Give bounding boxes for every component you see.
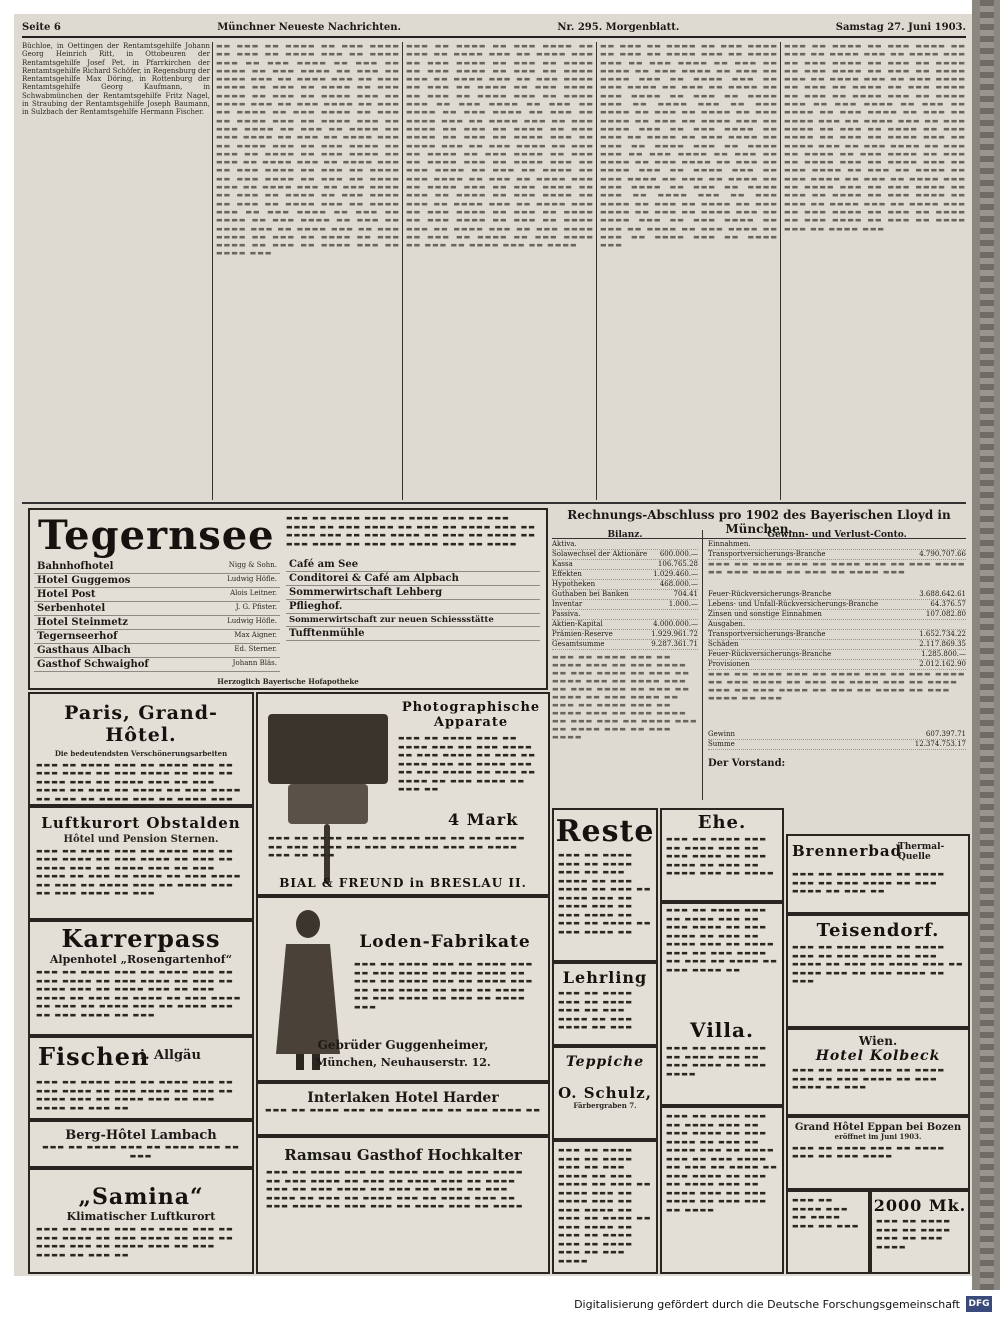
fischen-region: i. Allgäu	[140, 1048, 201, 1063]
column-divider	[402, 42, 403, 500]
article-column: Büchloe, in Oettingen der Rentamtsgehilfe Johann Georg Heinrich Ritt, in Ottobeuren der Rentamtsgehilfe Josef Pet, in Pfarrkirchen der Rentamtsgehilfe Richard Schöfer, in Regensburg der Rentamtsgehilfe Max Döring, in Rottenburg der Rentamtsgehilfe Georg Kaufmann, in Schwabmünchen der Rentamtsgehilfe Fritz Nagel, in Straubing der Rentamtsgehilfe Joseph Baumann, in Sulzbach der Rentamtsgehilfe Hermann Fischer.	[22, 42, 211, 117]
teppiche-title: Teppiche	[565, 1054, 645, 1070]
guggenheimer-ad: Loden-Fabrikate ▬▬▬ ▬▬ ▬▬▬▬ ▬▬▬ ▬▬ ▬▬▬▬ ▬▬▬ ▬▬ ▬▬▬ ▬▬▬▬ ▬▬ ▬▬▬ ▬▬▬▬ ▬▬ ▬▬▬ ▬▬ ▬▬▬▬ ▬▬▬ ▬▬ ▬▬▬▬ ▬▬▬ ▬▬ ▬▬▬ ▬▬▬▬ ▬▬ ▬▬▬ ▬▬ ▬▬▬▬ ▬▬ ▬▬▬ ▬▬▬▬ ▬▬ ▬▬▬ ▬▬ ▬▬▬▬ ▬▬▬ Gebrüder Guggenheimer, München, Neuhauserstr. 12.	[256, 896, 550, 1082]
profit-loss-heading: Gewinn- und Verlust-Conto.	[767, 530, 907, 540]
tegernsee-ad	[28, 508, 548, 690]
column-divider	[780, 42, 781, 500]
tegernsee-title: Tegernsee	[38, 512, 275, 559]
camera-brand: BIAL & FREUND in BRESLAU II.	[279, 876, 527, 890]
venue-row: Sommerwirtschaft Lehberg	[286, 586, 540, 600]
profit-loss-row: Transportversicherungs-Branche 1.652.734.22	[708, 630, 966, 638]
profit-loss-row: Feuer-Rückversicherungs-Branche 3.688.642.61	[708, 590, 966, 598]
kolbeck-title: Hotel Kolbeck	[815, 1048, 941, 1064]
brennerbad-subtitle: Thermal-Quelle	[898, 842, 945, 862]
dfg-logo: DFG	[966, 1296, 992, 1312]
venue-row: Tufftenmühle	[286, 627, 540, 641]
paris-subtitle: Die bedeutendsten Verschönerungsarbeiten	[54, 749, 228, 758]
samina-title: „Samina“	[78, 1184, 204, 1210]
hotel-row: Gasthof Schwaighof Johann Bläs.	[34, 658, 280, 672]
balance-row: Solawechsel der Aktionäre 600.000.—	[552, 550, 698, 558]
balance-row: Inventar 1.000.—	[552, 600, 698, 608]
eppan-title: Grand Hôtel Eppan bei Bozen	[794, 1122, 962, 1133]
issue-number: Nr. 295. Morgenblatt.	[557, 21, 680, 33]
brennerbad-ad: Brennerbad Thermal-Quelle ▬▬▬ ▬▬ ▬▬▬▬ ▬▬▬ ▬▬ ▬▬▬▬ ▬▬▬ ▬▬ ▬▬▬ ▬▬▬▬ ▬▬ ▬▬▬ ▬▬▬▬ ▬▬ ▬▬▬ ▬▬	[786, 834, 970, 914]
guggenheimer-address: München, Neuhauserstr. 12.	[315, 1056, 491, 1069]
misc-ad: ▬▬▬ ▬▬ ▬▬▬▬ ▬▬▬ ▬▬ ▬▬▬▬ ▬▬▬ ▬▬ ▬▬▬ ▬▬▬▬ ▬▬ ▬▬▬ ▬▬▬▬ ▬▬ ▬▬▬ ▬▬ ▬▬▬▬ ▬▬▬ ▬▬ ▬▬▬▬ ▬▬▬ ▬▬ ▬▬▬ ▬▬▬▬ ▬▬ ▬▬▬ ▬▬ ▬▬▬▬ ▬▬ ▬▬▬ ▬▬▬▬ ▬▬ ▬▬▬ ▬▬ ▬▬▬▬ ▬▬▬ ▬▬ ▬▬▬▬ ▬▬▬ ▬▬ ▬▬▬ ▬▬▬▬ ▬▬ ▬▬▬ ▬▬▬ ▬▬ ▬▬▬▬	[660, 1106, 784, 1274]
balance-row: Prämien-Reserve 1.929.961.72	[552, 630, 698, 638]
column-divider	[596, 42, 597, 500]
schulz-ad	[552, 1046, 658, 1140]
brennerbad-title: Brennerbad	[792, 842, 903, 860]
samina-ad: „Samina“ Klimatischer Luftkurort ▬▬▬ ▬▬ ▬▬▬▬ ▬▬▬ ▬▬ ▬▬▬▬ ▬▬▬ ▬▬ ▬▬▬ ▬▬▬▬ ▬▬ ▬▬▬ ▬▬▬▬ ▬▬ ▬▬▬ ▬▬ ▬▬▬▬ ▬▬▬ ▬▬ ▬▬▬▬ ▬▬▬ ▬▬ ▬▬▬ ▬▬▬▬ ▬▬ ▬▬▬ ▬▬	[28, 1168, 254, 1274]
ehe-ad: Ehe. ▬▬▬ ▬▬ ▬▬▬▬ ▬▬▬ ▬▬ ▬▬▬▬ ▬▬▬ ▬▬ ▬▬▬ ▬▬▬▬ ▬▬ ▬▬▬ ▬▬▬▬ ▬▬ ▬▬▬ ▬▬ ▬▬▬▬ ▬▬▬ ▬▬ ▬▬▬▬	[660, 808, 784, 902]
ehe-title: Ehe.	[697, 812, 747, 833]
harder-ad: Interlaken Hotel Harder ▬▬▬ ▬▬ ▬▬▬▬ ▬▬▬ ▬▬ ▬▬▬▬ ▬▬▬ ▬▬ ▬▬▬ ▬▬▬▬ ▬▬	[256, 1082, 550, 1136]
profit-loss-row: Schäden 2.117.869.35	[708, 640, 966, 648]
kolbeck-ad: Wien. Hotel Kolbeck ▬▬▬ ▬▬ ▬▬▬▬ ▬▬▬ ▬▬ ▬▬▬▬ ▬▬▬ ▬▬ ▬▬▬ ▬▬▬▬ ▬▬ ▬▬▬ ▬▬▬▬ ▬▬ ▬▬▬	[786, 1028, 970, 1116]
teisendorf-ad: Teisendorf. ▬▬▬ ▬▬ ▬▬▬▬ ▬▬▬ ▬▬ ▬▬▬▬ ▬▬▬ ▬▬ ▬▬▬ ▬▬▬▬ ▬▬ ▬▬▬ ▬▬▬▬ ▬▬ ▬▬▬ ▬▬ ▬▬▬▬ ▬▬▬ ▬▬ ▬▬▬▬ ▬▬▬ ▬▬ ▬▬▬ ▬▬▬▬ ▬▬ ▬▬▬	[786, 914, 970, 1028]
ramsau-ad: Ramsau Gasthof Hochkalter ▬▬▬ ▬▬ ▬▬▬▬ ▬▬▬ ▬▬ ▬▬▬▬ ▬▬▬ ▬▬ ▬▬▬ ▬▬▬▬ ▬▬ ▬▬▬ ▬▬▬▬ ▬▬ ▬▬▬ ▬▬ ▬▬▬▬ ▬▬▬ ▬▬ ▬▬▬▬ ▬▬▬ ▬▬ ▬▬▬ ▬▬▬▬ ▬▬ ▬▬▬ ▬▬ ▬▬▬▬ ▬▬ ▬▬▬ ▬▬▬▬ ▬▬ ▬▬▬ ▬▬ ▬▬▬▬ ▬▬▬ ▬▬ ▬▬▬▬ ▬▬▬ ▬▬ ▬▬▬ ▬▬▬▬ ▬▬ ▬▬▬ ▬▬▬ ▬▬ ▬▬▬▬ ▬▬▬ ▬▬ ▬▬▬▬	[256, 1136, 550, 1274]
lambach-title: Berg-Hôtel Lambach	[65, 1128, 217, 1143]
camera-label: Photographische Apparate	[401, 700, 541, 730]
article-column: ▬▬ ▬▬▬ ▬▬ ▬▬▬▬ ▬▬ ▬▬▬ ▬▬▬▬ ▬▬ ▬▬▬ ▬▬ ▬▬▬▬ ▬▬▬ ▬▬ ▬▬▬▬ ▬▬▬ ▬▬ ▬▬▬ ▬▬▬▬ ▬▬ ▬▬▬ ▬▬ ▬▬▬▬ ▬▬ ▬▬▬ ▬▬▬▬ ▬▬ ▬▬▬ ▬▬ ▬▬▬▬ ▬▬▬ ▬▬ ▬▬▬▬ ▬▬▬ ▬▬ ▬▬▬ ▬▬▬▬ ▬▬ ▬▬▬ ▬▬ ▬▬▬▬ ▬▬ ▬▬▬ ▬▬▬▬ ▬▬ ▬▬▬ ▬▬ ▬▬▬▬ ▬▬▬ ▬▬ ▬▬▬▬ ▬▬▬ ▬▬ ▬▬▬ ▬▬▬▬ ▬▬ ▬▬▬ ▬▬ ▬▬▬▬ ▬▬ ▬▬▬ ▬▬▬▬ ▬▬ ▬▬▬ ▬▬ ▬▬▬▬ ▬▬▬ ▬▬ ▬▬▬▬ ▬▬▬ ▬▬ ▬▬▬ ▬▬▬▬ ▬▬ ▬▬▬ ▬▬ ▬▬▬▬ ▬▬ ▬▬▬ ▬▬▬▬ ▬▬ ▬▬▬ ▬▬ ▬▬▬▬ ▬▬▬ ▬▬ ▬▬▬▬ ▬▬▬ ▬▬ ▬▬▬ ▬▬▬▬ ▬▬ ▬▬▬ ▬▬ ▬▬▬▬ ▬▬ ▬▬▬ ▬▬▬▬ ▬▬ ▬▬▬ ▬▬ ▬▬▬▬ ▬▬▬ ▬▬ ▬▬▬▬ ▬▬▬ ▬▬ ▬▬▬ ▬▬▬▬ ▬▬ ▬▬▬ ▬▬ ▬▬▬▬ ▬▬ ▬▬▬ ▬▬▬▬ ▬▬ ▬▬▬ ▬▬ ▬▬▬▬ ▬▬▬ ▬▬ ▬▬▬▬ ▬▬▬ ▬▬ ▬▬▬ ▬▬▬▬ ▬▬ ▬▬▬ ▬▬ ▬▬▬▬ ▬▬ ▬▬▬ ▬▬▬▬ ▬▬ ▬▬▬ ▬▬ ▬▬▬▬ ▬▬▬ ▬▬ ▬▬▬▬ ▬▬▬ ▬▬ ▬▬▬ ▬▬▬▬ ▬▬ ▬▬▬ ▬▬ ▬▬▬▬ ▬▬ ▬▬▬ ▬▬▬▬ ▬▬ ▬▬▬ ▬▬ ▬▬▬▬ ▬▬▬ ▬▬ ▬▬▬▬ ▬▬▬ ▬▬ ▬▬▬ ▬▬▬▬ ▬▬ ▬▬▬ ▬▬ ▬▬▬▬ ▬▬ ▬▬▬ ▬▬▬▬ ▬▬ ▬▬▬ ▬▬ ▬▬▬▬ ▬▬▬ ▬▬ ▬▬▬▬ ▬▬▬	[216, 42, 400, 258]
profit-loss-row: Feuer-Rückversicherungs-Branche 1.285.800.—	[708, 650, 966, 658]
page-header	[22, 18, 966, 38]
article-column: ▬▬▬ ▬▬ ▬▬▬▬ ▬▬ ▬▬▬ ▬▬▬▬ ▬▬ ▬▬▬ ▬▬ ▬▬▬▬ ▬▬▬ ▬▬ ▬▬▬▬ ▬▬▬ ▬▬ ▬▬▬ ▬▬▬▬ ▬▬ ▬▬▬ ▬▬ ▬▬▬▬ ▬▬ ▬▬▬ ▬▬▬▬ ▬▬ ▬▬▬ ▬▬ ▬▬▬▬ ▬▬▬ ▬▬ ▬▬▬▬ ▬▬▬ ▬▬ ▬▬▬ ▬▬▬▬ ▬▬ ▬▬▬ ▬▬ ▬▬▬▬ ▬▬ ▬▬▬ ▬▬▬▬ ▬▬ ▬▬▬ ▬▬ ▬▬▬▬ ▬▬▬ ▬▬ ▬▬▬▬ ▬▬▬ ▬▬ ▬▬▬ ▬▬▬▬ ▬▬ ▬▬▬ ▬▬ ▬▬▬▬ ▬▬ ▬▬▬ ▬▬▬▬ ▬▬ ▬▬▬ ▬▬ ▬▬▬▬ ▬▬▬ ▬▬ ▬▬▬▬ ▬▬▬ ▬▬ ▬▬▬ ▬▬▬▬ ▬▬ ▬▬▬ ▬▬ ▬▬▬▬ ▬▬ ▬▬▬ ▬▬▬▬ ▬▬ ▬▬▬ ▬▬ ▬▬▬▬ ▬▬▬ ▬▬ ▬▬▬▬ ▬▬▬ ▬▬ ▬▬▬ ▬▬▬▬ ▬▬ ▬▬▬ ▬▬ ▬▬▬▬ ▬▬ ▬▬▬ ▬▬▬▬ ▬▬ ▬▬▬ ▬▬ ▬▬▬▬ ▬▬▬ ▬▬ ▬▬▬▬ ▬▬▬ ▬▬ ▬▬▬ ▬▬▬▬ ▬▬ ▬▬▬ ▬▬ ▬▬▬▬ ▬▬ ▬▬▬ ▬▬▬▬ ▬▬ ▬▬▬ ▬▬ ▬▬▬▬ ▬▬▬ ▬▬ ▬▬▬▬ ▬▬▬ ▬▬ ▬▬▬ ▬▬▬▬ ▬▬ ▬▬▬ ▬▬ ▬▬▬▬ ▬▬ ▬▬▬ ▬▬▬▬ ▬▬ ▬▬▬ ▬▬ ▬▬▬▬ ▬▬▬ ▬▬ ▬▬▬▬ ▬▬▬ ▬▬ ▬▬▬ ▬▬▬▬ ▬▬ ▬▬▬ ▬▬ ▬▬▬▬ ▬▬ ▬▬▬ ▬▬▬▬ ▬▬ ▬▬▬ ▬▬ ▬▬▬▬ ▬▬▬ ▬▬ ▬▬▬▬ ▬▬▬ ▬▬ ▬▬▬ ▬▬▬▬ ▬▬ ▬▬▬ ▬▬ ▬▬▬▬ ▬▬ ▬▬▬ ▬▬▬▬ ▬▬ ▬▬▬ ▬▬ ▬▬▬▬ ▬▬▬ ▬▬ ▬▬▬▬	[406, 42, 594, 250]
karrerpass-title: Karrerpass	[61, 924, 221, 953]
obstalden-title: Luftkurort Obstalden	[41, 814, 241, 832]
lehrling-ad: Lehrling ▬▬▬ ▬▬ ▬▬▬▬ ▬▬▬ ▬▬ ▬▬▬▬ ▬▬▬ ▬▬ ▬▬▬ ▬▬▬▬ ▬▬ ▬▬▬ ▬▬▬▬ ▬▬ ▬▬▬	[552, 962, 658, 1046]
balance-row: Passiva.	[552, 610, 698, 620]
profit-loss-row: Transportversicherungs-Branche 4.790.707.66	[708, 550, 966, 558]
profit-loss-row: Lebens- und Unfall-Rückversicherungs-Branche 64.376.57	[708, 600, 966, 608]
balance-row: Effekten 1.029.460.—	[552, 570, 698, 578]
eppan-subtitle: eröffnet im Juni 1903.	[834, 1132, 922, 1141]
obstalden-subtitle: Hôtel und Pension Sternen.	[63, 834, 219, 845]
balance-row: Aktiva.	[552, 540, 698, 550]
camera-ad: Photographische Apparate ▬▬▬ ▬▬ ▬▬▬▬ ▬▬▬ ▬▬ ▬▬▬▬ ▬▬▬ ▬▬ ▬▬▬ ▬▬▬▬ ▬▬ ▬▬▬ ▬▬▬▬ ▬▬ ▬▬▬ ▬▬ ▬▬▬▬ ▬▬▬ ▬▬ ▬▬▬▬ ▬▬▬ ▬▬ ▬▬▬ ▬▬▬▬ ▬▬ ▬▬▬ ▬▬ ▬▬▬▬ ▬▬ ▬▬▬ ▬▬▬▬ ▬▬ ▬▬▬ ▬▬ 4 Mark ▬▬▬ ▬▬ ▬▬▬▬ ▬▬▬ ▬▬ ▬▬▬▬ ▬▬▬ ▬▬ ▬▬▬ ▬▬▬▬ ▬▬ ▬▬▬ ▬▬▬▬ ▬▬ ▬▬▬ ▬▬ ▬▬▬▬ ▬▬▬ ▬▬ ▬▬▬▬ ▬▬▬ ▬▬ ▬▬▬ BIAL & FREUND in BRESLAU II.	[256, 692, 550, 896]
article-column: ▬▬▬ ▬▬ ▬▬▬▬ ▬▬ ▬▬▬ ▬▬▬▬ ▬▬ ▬▬▬ ▬▬ ▬▬▬▬ ▬▬▬ ▬▬ ▬▬▬▬ ▬▬▬ ▬▬ ▬▬▬ ▬▬▬▬ ▬▬ ▬▬▬ ▬▬ ▬▬▬▬ ▬▬ ▬▬▬ ▬▬▬▬ ▬▬ ▬▬▬ ▬▬ ▬▬▬▬ ▬▬▬ ▬▬ ▬▬▬▬ ▬▬▬ ▬▬ ▬▬▬ ▬▬▬▬ ▬▬ ▬▬▬ ▬▬ ▬▬▬▬ ▬▬ ▬▬▬ ▬▬▬▬ ▬▬ ▬▬▬ ▬▬ ▬▬▬▬ ▬▬▬ ▬▬ ▬▬▬▬ ▬▬▬ ▬▬ ▬▬▬ ▬▬▬▬ ▬▬ ▬▬▬ ▬▬ ▬▬▬▬ ▬▬ ▬▬▬ ▬▬▬▬ ▬▬ ▬▬▬ ▬▬ ▬▬▬▬ ▬▬▬ ▬▬ ▬▬▬▬ ▬▬▬ ▬▬ ▬▬▬ ▬▬▬▬ ▬▬ ▬▬▬ ▬▬ ▬▬▬▬ ▬▬ ▬▬▬ ▬▬▬▬ ▬▬ ▬▬▬ ▬▬ ▬▬▬▬ ▬▬▬ ▬▬ ▬▬▬▬ ▬▬▬ ▬▬ ▬▬▬ ▬▬▬▬ ▬▬ ▬▬▬ ▬▬ ▬▬▬▬ ▬▬ ▬▬▬ ▬▬▬▬ ▬▬ ▬▬▬ ▬▬ ▬▬▬▬ ▬▬▬ ▬▬ ▬▬▬▬ ▬▬▬ ▬▬ ▬▬▬ ▬▬▬▬ ▬▬ ▬▬▬ ▬▬ ▬▬▬▬ ▬▬ ▬▬▬ ▬▬▬▬ ▬▬ ▬▬▬ ▬▬ ▬▬▬▬ ▬▬▬ ▬▬ ▬▬▬▬ ▬▬▬ ▬▬ ▬▬▬ ▬▬▬▬ ▬▬ ▬▬▬ ▬▬ ▬▬▬▬ ▬▬ ▬▬▬ ▬▬▬▬ ▬▬ ▬▬▬ ▬▬ ▬▬▬▬ ▬▬▬ ▬▬ ▬▬▬▬ ▬▬▬ ▬▬ ▬▬▬ ▬▬▬▬ ▬▬ ▬▬▬ ▬▬ ▬▬▬▬ ▬▬ ▬▬▬ ▬▬▬▬ ▬▬ ▬▬▬ ▬▬ ▬▬▬▬ ▬▬▬ ▬▬ ▬▬▬▬ ▬▬▬	[784, 42, 966, 233]
mk-title: 2000 Mk.	[873, 1196, 967, 1215]
paris-hotel-ad: Paris, Grand-Hôtel. Die bedeutendsten Verschönerungsarbeiten ▬▬▬ ▬▬ ▬▬▬▬ ▬▬▬ ▬▬ ▬▬▬▬ ▬▬▬ ▬▬ ▬▬▬ ▬▬▬▬ ▬▬ ▬▬▬ ▬▬▬▬ ▬▬ ▬▬▬ ▬▬ ▬▬▬▬ ▬▬▬ ▬▬ ▬▬▬▬ ▬▬▬ ▬▬ ▬▬▬ ▬▬▬▬ ▬▬ ▬▬▬ ▬▬ ▬▬▬▬ ▬▬ ▬▬▬ ▬▬▬▬ ▬▬ ▬▬▬ ▬▬ ▬▬▬▬ ▬▬▬ ▬▬ ▬▬▬▬ ▬▬▬	[28, 692, 254, 806]
stamp-ad: ▬▬▬ ▬▬ ▬▬▬▬ ▬▬▬ ▬▬ ▬▬▬▬ ▬▬▬ ▬▬ ▬▬▬	[786, 1190, 870, 1274]
reste-ad: Reste ▬▬▬ ▬▬ ▬▬▬▬ ▬▬▬ ▬▬ ▬▬▬▬ ▬▬▬ ▬▬ ▬▬▬ ▬▬▬▬ ▬▬ ▬▬▬ ▬▬▬▬ ▬▬ ▬▬▬ ▬▬ ▬▬▬▬ ▬▬▬ ▬▬ ▬▬▬▬ ▬▬▬ ▬▬ ▬▬▬ ▬▬▬▬ ▬▬ ▬▬▬ ▬▬ ▬▬▬▬ ▬▬ ▬▬▬ ▬▬▬▬ ▬▬	[552, 808, 658, 962]
board-signature: Der Vorstand:	[708, 758, 786, 769]
samina-subtitle: Klimatischer Luftkurort	[66, 1210, 216, 1223]
profit-loss-row: Gewinn 607.397.71	[708, 730, 966, 738]
profit-loss-row: Ausgaben.	[708, 620, 966, 630]
balance-row: Aktien-Kapital 4.000.000.—	[552, 620, 698, 628]
issue-date: Samstag 27. Juni 1903.	[835, 21, 966, 33]
profit-loss-row: Summe 12.374.753.17	[708, 740, 966, 748]
schulz-title: O. Schulz,	[558, 1084, 652, 1102]
balance-row: Gesamtsumme 9.287.361.71	[552, 640, 698, 648]
venue-row: Sommerwirtschaft zur neuen Schiessstätte	[286, 614, 540, 627]
kolbeck-subtitle: Wien.	[858, 1034, 898, 1048]
paper-title: Münchner Neueste Nachrichten.	[217, 21, 401, 33]
guggenheimer-title: Loden-Fabrikate	[359, 932, 531, 952]
article-column: ▬▬ ▬▬▬ ▬▬ ▬▬▬▬ ▬▬ ▬▬▬ ▬▬▬▬ ▬▬ ▬▬▬ ▬▬ ▬▬▬▬ ▬▬▬ ▬▬ ▬▬▬▬ ▬▬▬ ▬▬ ▬▬▬ ▬▬▬▬ ▬▬ ▬▬▬ ▬▬ ▬▬▬▬ ▬▬ ▬▬▬ ▬▬▬▬ ▬▬ ▬▬▬ ▬▬ ▬▬▬▬ ▬▬▬ ▬▬ ▬▬▬▬ ▬▬▬ ▬▬ ▬▬▬ ▬▬▬▬ ▬▬ ▬▬▬ ▬▬ ▬▬▬▬ ▬▬ ▬▬▬ ▬▬▬▬ ▬▬ ▬▬▬ ▬▬ ▬▬▬▬ ▬▬▬ ▬▬ ▬▬▬▬ ▬▬▬ ▬▬ ▬▬▬ ▬▬▬▬ ▬▬ ▬▬▬ ▬▬ ▬▬▬▬ ▬▬ ▬▬▬ ▬▬▬▬ ▬▬ ▬▬▬ ▬▬ ▬▬▬▬ ▬▬▬ ▬▬ ▬▬▬▬ ▬▬▬ ▬▬ ▬▬▬ ▬▬▬▬ ▬▬ ▬▬▬ ▬▬ ▬▬▬▬ ▬▬ ▬▬▬ ▬▬▬▬ ▬▬ ▬▬▬ ▬▬ ▬▬▬▬ ▬▬▬ ▬▬ ▬▬▬▬ ▬▬▬ ▬▬ ▬▬▬ ▬▬▬▬ ▬▬ ▬▬▬ ▬▬ ▬▬▬▬ ▬▬ ▬▬▬ ▬▬▬▬ ▬▬ ▬▬▬ ▬▬ ▬▬▬▬ ▬▬▬ ▬▬ ▬▬▬▬ ▬▬▬ ▬▬ ▬▬▬ ▬▬▬▬ ▬▬ ▬▬▬ ▬▬ ▬▬▬▬ ▬▬ ▬▬▬ ▬▬▬▬ ▬▬ ▬▬▬ ▬▬ ▬▬▬▬ ▬▬▬ ▬▬ ▬▬▬▬ ▬▬▬ ▬▬ ▬▬▬ ▬▬▬▬ ▬▬ ▬▬▬ ▬▬ ▬▬▬▬ ▬▬ ▬▬▬ ▬▬▬▬ ▬▬ ▬▬▬ ▬▬ ▬▬▬▬ ▬▬▬ ▬▬ ▬▬▬▬ ▬▬▬ ▬▬ ▬▬▬ ▬▬▬▬ ▬▬ ▬▬▬ ▬▬ ▬▬▬▬ ▬▬ ▬▬▬ ▬▬▬▬ ▬▬ ▬▬▬ ▬▬ ▬▬▬▬ ▬▬▬ ▬▬ ▬▬▬▬ ▬▬▬	[600, 42, 778, 250]
page-number: Seite 6	[22, 21, 61, 33]
balance-row: Kassa 106.765.28	[552, 560, 698, 568]
guggenheimer-firm: Gebrüder Guggenheimer,	[317, 1038, 489, 1052]
profit-loss-row: Einnahmen.	[708, 540, 966, 550]
funding-credit: Digitalisierung gefördert durch die Deutsche Forschungsgemeinschaft	[574, 1298, 960, 1311]
tegernsee-right-list: ▬▬▬ ▬▬ ▬▬▬▬ ▬▬▬ ▬▬ ▬▬▬▬ ▬▬▬ ▬▬ ▬▬▬ ▬▬▬▬ ▬▬ ▬▬▬ ▬▬▬▬ ▬▬ ▬▬▬ ▬▬ ▬▬▬▬ ▬▬▬ ▬▬ ▬▬▬▬ ▬▬▬ ▬▬ ▬▬▬ ▬▬▬▬ ▬▬ ▬▬▬ ▬▬ ▬▬▬▬ ▬▬ ▬▬▬ ▬▬▬▬ ▬▬ ▬▬▬ ▬▬ ▬▬▬▬ ▬▬▬ ▬▬ ▬▬▬▬ Café am See Conditorei & Café am Alpbach Sommerwirtschaft Lehberg Pflieghof. Sommerwirtschaft zur neuen Schiessstätte Tufftenmühle	[286, 514, 540, 641]
profit-loss-row: Zinsen und sonstige Einnahmen 107.082.80	[708, 610, 966, 618]
obstalden-ad: Luftkurort Obstalden Hôtel und Pension Sternen. ▬▬▬ ▬▬ ▬▬▬▬ ▬▬▬ ▬▬ ▬▬▬▬ ▬▬▬ ▬▬ ▬▬▬ ▬▬▬▬ ▬▬ ▬▬▬ ▬▬▬▬ ▬▬ ▬▬▬ ▬▬ ▬▬▬▬ ▬▬▬ ▬▬ ▬▬▬▬ ▬▬▬ ▬▬ ▬▬▬ ▬▬▬▬ ▬▬ ▬▬▬ ▬▬ ▬▬▬▬ ▬▬ ▬▬▬ ▬▬▬▬ ▬▬ ▬▬▬ ▬▬ ▬▬▬▬ ▬▬▬ ▬▬ ▬▬▬▬ ▬▬▬ ▬▬ ▬▬▬ ▬▬▬▬ ▬▬ ▬▬▬	[28, 806, 254, 920]
statement-title: Rechnungs-Abschluss pro 1902 des Bayerischen Lloyd in München.	[552, 508, 966, 539]
lambach-ad: Berg-Hôtel Lambach ▬▬▬ ▬▬ ▬▬▬▬ ▬▬▬ ▬▬ ▬▬▬▬ ▬▬▬ ▬▬ ▬▬▬	[28, 1120, 254, 1168]
tegernsee-hotel-list	[34, 560, 280, 672]
small-ads-block: ▬▬▬ ▬▬ ▬▬▬▬ ▬▬▬ ▬▬ ▬▬▬▬ ▬▬▬ ▬▬ ▬▬▬ ▬▬▬▬ ▬▬ ▬▬▬ ▬▬▬▬ ▬▬ ▬▬▬ ▬▬ ▬▬▬▬ ▬▬▬ ▬▬ ▬▬▬▬ ▬▬▬ ▬▬ ▬▬▬ ▬▬▬▬ ▬▬ ▬▬▬ ▬▬ ▬▬▬▬ ▬▬ ▬▬▬ ▬▬▬▬ ▬▬ ▬▬▬ ▬▬ ▬▬▬▬ ▬▬▬ ▬▬ ▬▬▬▬ ▬▬▬ ▬▬ ▬▬▬ ▬▬▬▬	[552, 1140, 658, 1274]
scan-edge	[972, 0, 1000, 1290]
digitization-footer	[0, 1292, 1000, 1321]
lloyd-financial-statement	[552, 508, 966, 804]
camera-illustration	[268, 714, 388, 784]
camera-bellows	[288, 784, 368, 824]
karrerpass-ad: Karrerpass Alpenhotel „Rosengartenhof“ ▬▬▬ ▬▬ ▬▬▬▬ ▬▬▬ ▬▬ ▬▬▬▬ ▬▬▬ ▬▬ ▬▬▬ ▬▬▬▬ ▬▬ ▬▬▬ ▬▬▬▬ ▬▬ ▬▬▬ ▬▬ ▬▬▬▬ ▬▬▬ ▬▬ ▬▬▬▬ ▬▬▬ ▬▬ ▬▬▬ ▬▬▬▬ ▬▬ ▬▬▬ ▬▬ ▬▬▬▬ ▬▬ ▬▬▬ ▬▬▬▬ ▬▬ ▬▬▬ ▬▬ ▬▬▬▬ ▬▬▬ ▬▬ ▬▬▬▬ ▬▬▬ ▬▬ ▬▬▬ ▬▬▬▬ ▬▬ ▬▬▬	[28, 920, 254, 1036]
hotel-row: Tegernseerhof Max Aigner.	[34, 630, 280, 644]
mk-ad: 2000 Mk. ▬▬▬ ▬▬ ▬▬▬▬ ▬▬▬ ▬▬ ▬▬▬▬ ▬▬▬ ▬▬ ▬▬▬ ▬▬▬▬	[870, 1190, 970, 1274]
villa-title: Villa.	[690, 1018, 754, 1042]
balance-row: Hypotheken 468.000.—	[552, 580, 698, 588]
venue-row: Pflieghof.	[286, 600, 540, 614]
fischen-ad: Fischen i. Allgäu ▬▬▬ ▬▬ ▬▬▬▬ ▬▬▬ ▬▬ ▬▬▬▬ ▬▬▬ ▬▬ ▬▬▬ ▬▬▬▬ ▬▬ ▬▬▬ ▬▬▬▬ ▬▬ ▬▬▬ ▬▬ ▬▬▬▬ ▬▬▬ ▬▬ ▬▬▬▬ ▬▬▬ ▬▬ ▬▬▬ ▬▬▬▬ ▬▬ ▬▬▬ ▬▬	[28, 1036, 254, 1120]
schulz-address: Färbergraben 7.	[573, 1101, 637, 1110]
venue-row: Café am See	[286, 558, 540, 572]
tegernsee-footer: Herzoglich Bayerische Hofapotheke	[217, 676, 359, 686]
hotel-row: Gasthaus Albach Ed. Sterner.	[34, 644, 280, 658]
camera-price: 4 Mark	[448, 810, 519, 829]
profit-loss-row: Provisionen 2.012.162.90	[708, 660, 966, 668]
harder-title: Interlaken Hotel Harder	[307, 1090, 499, 1106]
hotel-row: Hotel Guggemos Ludwig Höfle.	[34, 574, 280, 588]
profit-loss-account: Gewinn- und Verlust-Conto. Einnahmen. Transportversicherungs-Branche 4.790.707.66 ▬▬▬ ▬▬ ▬▬▬▬ ▬▬▬ ▬▬ ▬▬▬▬ ▬▬▬ ▬▬ ▬▬▬ ▬▬▬▬ ▬▬ ▬▬▬ ▬▬▬▬ ▬▬ ▬▬▬ ▬▬ ▬▬▬▬ ▬▬▬ Feuer-Rückversicherungs-Branche 3.688.642.61 Lebens- und Unfall-Rückversicherungs-Branche 64.376.57 Zinsen und sonstige Einnahmen 107.082.80 Ausgaben. Transportversicherungs-Branche 1.652.734.22 Schäden 2.117.869.35 Feuer-Rückversicherungs-Branche 1.285.800.— Provisionen 2.012.162.90 ▬▬▬ ▬▬ ▬▬▬▬ ▬▬▬ ▬▬ ▬▬▬▬ ▬▬▬ ▬▬ ▬▬▬ ▬▬▬▬ ▬▬ ▬▬▬ ▬▬▬▬ ▬▬ ▬▬▬ ▬▬ ▬▬▬▬ ▬▬▬ ▬▬ ▬▬▬▬ ▬▬▬ ▬▬ ▬▬▬ ▬▬▬▬ ▬▬ ▬▬▬ ▬▬ ▬▬▬▬ ▬▬ ▬▬▬ ▬▬▬▬ ▬▬ ▬▬▬ Gewinn 607.397.71 Summe 12.374.753.17 Der Vorstand:	[708, 530, 966, 769]
lehrling-title: Lehrling	[562, 968, 648, 987]
balance-sheet: Bilanz. Aktiva. Solawechsel der Aktionäre 600.000.— Kassa 106.765.28 Effekten 1.029.460.— Hypotheken 468.000.— Guthaben bei Banken 704.41 Inventar 1.000.— Passiva. Aktien-Kapital 4.000.000.— Prämien-Reserve 1.929.961.72 Gesamtsumme 9.287.361.71 ▬▬▬ ▬▬ ▬▬▬▬ ▬▬▬ ▬▬ ▬▬▬▬ ▬▬▬ ▬▬ ▬▬▬ ▬▬▬▬ ▬▬ ▬▬▬ ▬▬▬▬ ▬▬ ▬▬▬ ▬▬ ▬▬▬▬ ▬▬▬ ▬▬ ▬▬▬▬ ▬▬▬ ▬▬ ▬▬▬ ▬▬▬▬ ▬▬ ▬▬▬ ▬▬ ▬▬▬▬ ▬▬ ▬▬▬ ▬▬▬▬ ▬▬ ▬▬▬ ▬▬ ▬▬▬▬ ▬▬▬ ▬▬ ▬▬▬▬ ▬▬▬ ▬▬ ▬▬▬ ▬▬▬▬ ▬▬ ▬▬▬ ▬▬▬ ▬▬ ▬▬▬▬ ▬▬▬ ▬▬ ▬▬▬▬ ▬▬▬ ▬▬ ▬▬▬ ▬▬▬▬	[552, 530, 698, 741]
column-divider	[212, 42, 213, 500]
newspaper-page	[14, 14, 972, 1276]
hotel-row: Serbenhotel J. G. Pfister.	[34, 602, 280, 616]
statement-divider	[702, 530, 703, 800]
venue-row: Conditorei & Café am Alpbach	[286, 572, 540, 586]
ramsau-title: Ramsau Gasthof Hochkalter	[284, 1146, 522, 1164]
teisendorf-title: Teisendorf.	[816, 920, 940, 941]
balance-row: Guthaben bei Banken 704.41	[552, 590, 698, 598]
hotel-row: Hotel Post Alois Leitner.	[34, 588, 280, 602]
villa-ad: ▬▬▬ ▬▬ ▬▬▬▬ ▬▬▬ ▬▬ ▬▬▬▬ ▬▬▬ ▬▬ ▬▬▬ ▬▬▬▬ ▬▬ ▬▬▬ ▬▬▬▬ ▬▬ ▬▬▬ ▬▬ ▬▬▬▬ ▬▬▬ ▬▬ ▬▬▬▬ ▬▬▬ ▬▬ ▬▬▬ ▬▬▬▬ ▬▬ ▬▬▬ ▬▬ ▬▬▬▬ ▬▬ ▬▬▬ ▬▬▬▬ ▬▬ Villa. ▬▬▬ ▬▬ ▬▬▬▬ ▬▬▬ ▬▬ ▬▬▬▬ ▬▬▬ ▬▬ ▬▬▬ ▬▬▬▬ ▬▬ ▬▬▬ ▬▬▬▬	[660, 902, 784, 1106]
paris-title: Paris, Grand-Hôtel.	[64, 702, 218, 746]
fischen-title: Fischen	[38, 1042, 150, 1071]
reste-title: Reste	[555, 814, 655, 849]
hotel-row: Hotel Steinmetz Ludwig Höfle.	[34, 616, 280, 630]
eppan-ad: Grand Hôtel Eppan bei Bozen eröffnet im Juni 1903. ▬▬▬ ▬▬ ▬▬▬▬ ▬▬▬ ▬▬ ▬▬▬▬ ▬▬▬ ▬▬ ▬▬▬ ▬▬▬▬	[786, 1116, 970, 1190]
balance-heading: Bilanz.	[607, 530, 643, 540]
section-divider	[22, 502, 966, 504]
karrerpass-subtitle: Alpenhotel „Rosengartenhof“	[49, 953, 233, 966]
hotel-row: Bahnhofhotel Nigg & Sohn.	[34, 560, 280, 574]
